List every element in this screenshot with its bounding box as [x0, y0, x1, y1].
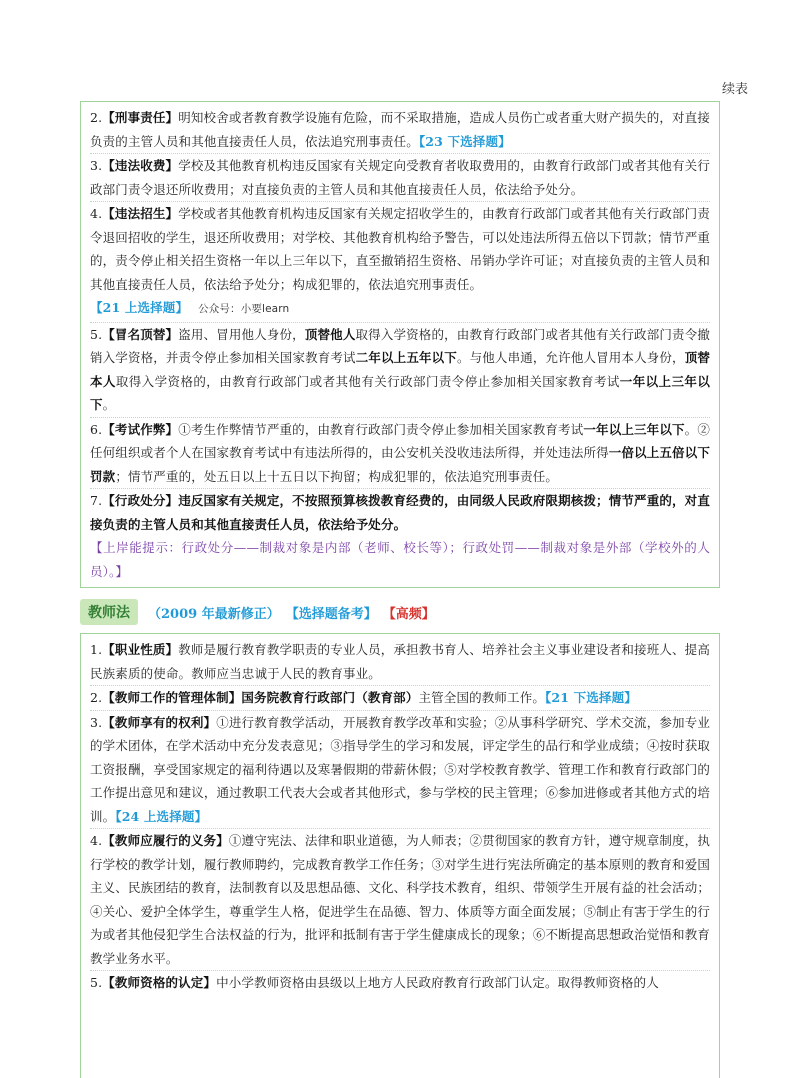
item-teacher-rights: 3.【教师享有的权利】①进行教育教学活动，开展教育教学改革和实验；②从事科学研究、学术交流，参加专业的学术团体，在学术活动中充分发表意见；③指导学生的学习和发展，评定学生的品行和学业成绩；④按时获取工资报酬，享受国家规定的福利待遇以及寒暑假期的带薪休假；⑤对学校教育教学、管理工作和教育行政部门的工作提出意见和建议，通过教职工代表大会或者其他形式，参与学校的民主管理；⑥参加进修或者其他方式的培训。【24 上选择题】	[90, 710, 710, 829]
item-management-system: 2.【教师工作的管理体制】国务院教育行政部门（教育部）主管全国的教师工作。【21 下选择题】	[90, 685, 710, 710]
item-criminal-liability: 2.【刑事责任】明知校舍或者教育教学设施有危险，而不采取措施，造成人员伤亡或者重大财产损失的，对直接负责的主管人员和其他直接责任人员，依法追究刑事责任。【23 下选择题】	[90, 110, 710, 149]
item-impersonation: 5.【冒名顶替】盗用、冒用他人身份，顶替他人取得入学资格的，由教育行政部门或者其他有关行政部门责令撤销入学资格，并责令停止参加相关国家教育考试二年以上五年以下。与他人串通，允许他人冒用本人身份，顶替本人取得入学资格的，由教育行政部门或者其他有关行政部门责令停止参加相关国家教育考试一年以上三年以下。	[90, 322, 710, 417]
item-administrative-sanction: 7.【行政处分】违反国家有关规定，不按照预算核拨教育经费的，由同级人民政府限期核拨；情节严重的，对直接负责的主管人员和其他直接责任人员，依法给予处分。 【上岸能提示：行政处分——制裁对象是内部（老师、校长等）；行政处罚——制裁对象是外部（学校外的人员）。】	[90, 488, 710, 583]
exam-tag: 【23 下选择题】	[418, 133, 511, 149]
section-header-teachers-law	[80, 598, 720, 626]
exam-tag: 【24 上选择题】	[115, 808, 208, 824]
account-watermark-text: 公众号：小要learn	[198, 303, 290, 315]
item-illegal-enrollment: 4.【违法招生】学校或者其他教育机构违反国家有关规定招收学生的，由教育行政部门或者其他有关行政部门责令退回招收的学生，退还所收费用；对学校、其他教育机构给予警告，可以处违法所得五倍以下罚款；情节严重的，责令停止相关招生资格一年以上三年以下，直至撤销招生资格、吊销办学许可证；对直接负责的主管人员和其他直接责任人员，依法给予处分；构成犯罪的，依法追究刑事责任。 【21 上选择题】 公众号：小要learn	[90, 201, 710, 322]
section-tag: 【选择题备考】	[285, 606, 377, 622]
item-exam-cheating: 6.【考试作弊】①考生作弊情节严重的，由教育行政部门责令停止参加相关国家教育考试一年以上三年以下。②任何组织或者个人在国家教育考试中有违法所得的，由公安机关没收违法所得，并处违法所得一倍以上五倍以下罚款；情节严重的，处五日以上十五日以下拘留；构成犯罪的，依法追究刑事责任。	[90, 417, 710, 489]
section-hot-badge: 【高频】	[382, 606, 435, 622]
exam-tag: 【21 上选择题】	[90, 300, 189, 315]
continued-label: 续表	[721, 82, 748, 97]
tip-note: 【上岸能提示：行政处分——制裁对象是内部（老师、校长等）；行政处罚——制裁对象是外部（学校外的人员）。】	[90, 540, 710, 579]
item-professional-nature: 1.【职业性质】教师是履行教育教学职责的专业人员，承担教书育人、培养社会主义事业建设者和接班人、提高民族素质的使命。教师应当忠诚于人民的教育事业。	[90, 642, 710, 681]
exam-tag: 【21 下选择题】	[545, 690, 637, 705]
item-teacher-duties: 4.【教师应履行的义务】①遵守宪法、法律和职业道德，为人师表；②贯彻国家的教育方针，遵守规章制度，执行学校的教学计划，履行教师聘约，完成教育教学工作任务；③对学生进行宪法所确定的基本原则的教育和爱国主义、民族团结的教育，法制教育以及思想品德、文化、科学技术教育，组织、带领学生开展有益的社会活动；④关心、爱护全体学生，尊重学生人格，促进学生在品德、智力、体质等方面全面发展；⑤制止有害于学生的行为或者其他侵犯学生合法权益的行为，批评和抵制有害于学生健康成长的现象；⑥不断提高思想政治觉悟和教育教学业务水平。	[90, 828, 710, 970]
teachers-law-table	[80, 633, 720, 1078]
penalty-table-continued	[80, 101, 720, 588]
section-subtitle: （2009 年最新修正）	[148, 606, 280, 622]
item-illegal-fees: 3.【违法收费】学校及其他教育机构违反国家有关规定向受教育者收取费用的，由教育行政部门或者其他有关行政部门责令退还所收费用；对直接负责的主管人员和其他直接责任人员，依法给予处分。	[90, 153, 710, 201]
item-teacher-qualification: 5.【教师资格的认定】中小学教师资格由县级以上地方人民政府教育行政部门认定。取得教师资格的人	[90, 970, 710, 995]
section-title: 教师法	[80, 599, 138, 625]
